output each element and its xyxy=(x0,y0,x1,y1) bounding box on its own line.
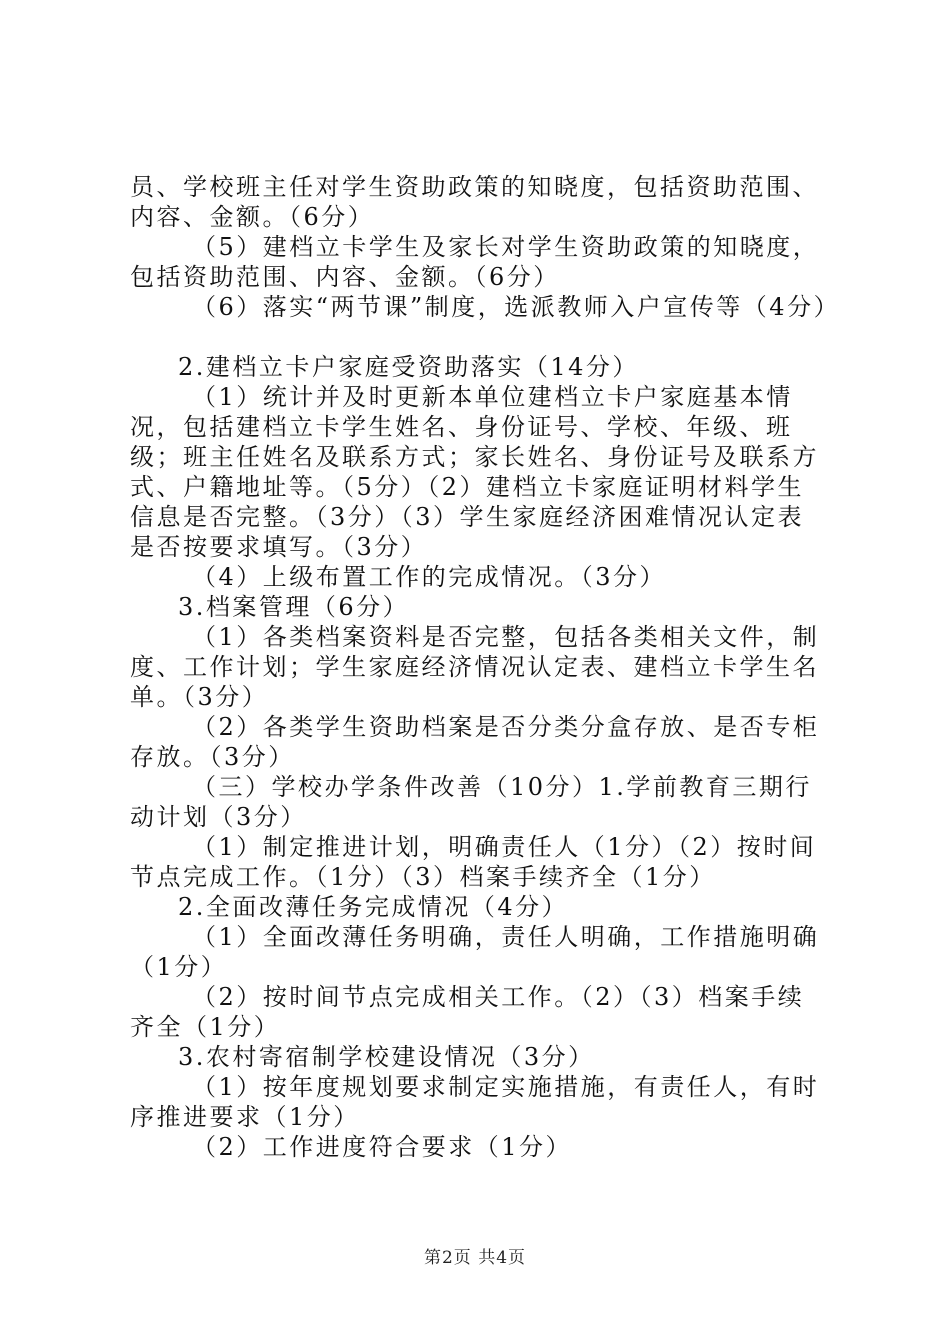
paragraph: 员、学校班主任对学生资助政策的知晓度，包括资助范围、内容、金额。（6分） xyxy=(130,173,819,231)
paragraph: （1）全面改薄任务明确，责任人明确，工作措施明确（1分） xyxy=(130,923,820,981)
paragraph: 2.建档立卡户家庭受资助落实（14分） xyxy=(178,353,639,381)
paragraph: （2）按时间节点完成相关工作。（2）（3）档案手续齐全（1分） xyxy=(130,983,805,1041)
paragraph: （1）统计并及时更新本单位建档立卡户家庭基本情况，包括建档立卡学生姓名、身份证号、学校、年级、班级；班主任姓名及联系方式；家长姓名、身份证号及联系方式、户籍地址等。（5分）（2）建档立卡家庭证明材料学生信息是否完整。（3分）（3）学生家庭经济困难情况认定表是否按要求填写。（3分） xyxy=(130,383,819,561)
paragraph: （4）上级布置工作的完成情况。（3分） xyxy=(192,563,667,591)
document-body xyxy=(130,172,841,1162)
paragraph-gap xyxy=(130,322,830,352)
paragraph: 2.全面改薄任务完成情况（4分） xyxy=(178,893,569,921)
paragraph: （1）各类档案资料是否完整，包括各类相关文件，制度、工作计划；学生家庭经济情况认定表、建档立卡学生名单。（3分） xyxy=(130,623,820,711)
paragraph: （2）各类学生资助档案是否分类分盒存放、是否专柜存放。（3分） xyxy=(130,713,820,771)
paragraph: （1）按年度规划要求制定实施措施，有责任人，有时序推进要求（1分） xyxy=(130,1073,820,1131)
paragraph: 3.档案管理（6分） xyxy=(178,593,410,621)
paragraph: （6）落实“两节课”制度，选派教师入户宣传等（4分） xyxy=(192,293,841,321)
paragraph: （三）学校办学条件改善（10分）1.学前教育三期行动计划（3分） xyxy=(130,773,812,831)
paragraph: （1）制定推进计划，明确责任人（1分）（2）按时间节点完成工作。（1分）（3）档案手续齐全（1分） xyxy=(130,833,817,891)
page-footer: 第2页 共4页 xyxy=(423,1248,527,1268)
paragraph: （2）工作进度符合要求（1分） xyxy=(192,1133,573,1161)
paragraph: 3.农村寄宿制学校建设情况（3分） xyxy=(178,1043,595,1071)
paragraph: （5）建档立卡学生及家长对学生资助政策的知晓度，包括资助范围、内容、金额。（6分） xyxy=(130,233,820,291)
